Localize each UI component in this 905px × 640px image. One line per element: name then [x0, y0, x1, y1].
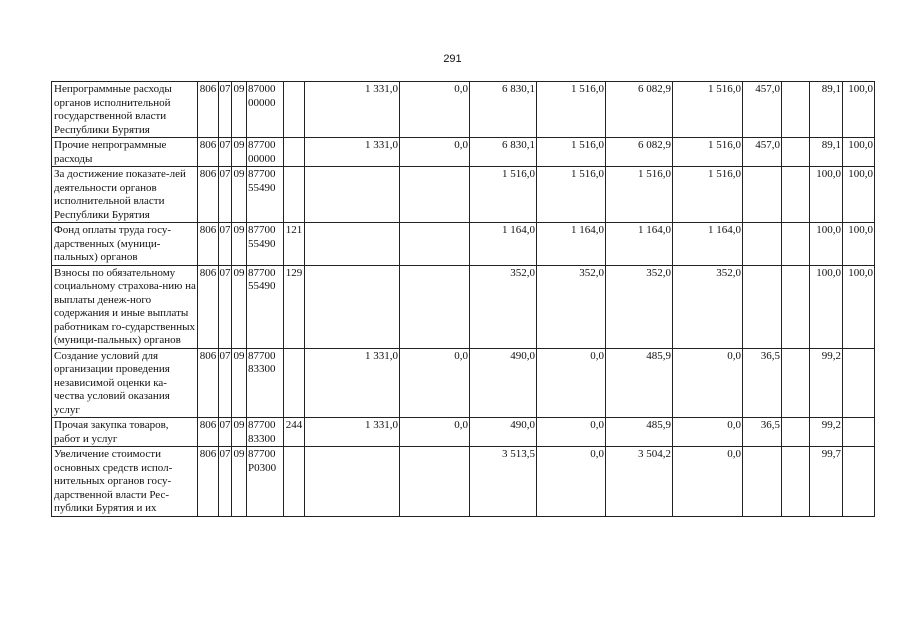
percent-cell-1: 36,5 — [743, 418, 782, 447]
subsection-code-cell: 09 — [232, 223, 247, 266]
table-row — [52, 348, 875, 418]
table-row — [52, 82, 875, 138]
value-cell-5: 1 516,0 — [606, 167, 673, 223]
section-code-cell: 07 — [219, 447, 232, 517]
value-cell-2: 0,0 — [400, 138, 470, 167]
value-cell-6: 1 516,0 — [673, 82, 743, 138]
value-cell-4: 0,0 — [537, 418, 606, 447]
percent-cell-4: 100,0 — [843, 138, 875, 167]
expense-name-cell: Создание условий для организации проведения независимой оценки ка-чества условий оказания услуг — [52, 348, 198, 418]
expense-type-cell — [284, 138, 305, 167]
target-article-part2: 55490 — [248, 181, 276, 194]
expense-type-cell: 121 — [284, 223, 305, 266]
percent-cell-3: 89,1 — [810, 82, 843, 138]
table-row — [52, 418, 875, 447]
section-code-cell: 07 — [219, 138, 232, 167]
value-cell-2: 0,0 — [400, 348, 470, 418]
subsection-code-cell: 09 — [232, 348, 247, 418]
value-cell-3: 352,0 — [470, 265, 537, 348]
target-article-part1: 87700 — [248, 224, 276, 236]
expense-type-cell — [284, 167, 305, 223]
target-article-part1: 87700 — [248, 419, 276, 431]
expense-type-cell — [284, 447, 305, 517]
subsection-code-cell: 09 — [232, 138, 247, 167]
percent-cell-1: 36,5 — [743, 348, 782, 418]
value-cell-6: 1 516,0 — [673, 138, 743, 167]
percent-cell-3: 99,2 — [810, 348, 843, 418]
subsection-code-cell: 09 — [232, 82, 247, 138]
expense-type-cell: 244 — [284, 418, 305, 447]
expense-name-cell: Прочие непрограммные расходы — [52, 138, 198, 167]
percent-cell-1: 457,0 — [743, 82, 782, 138]
target-article-part1: 87700 — [248, 139, 276, 151]
percent-cell-2 — [782, 138, 810, 167]
table-row — [52, 167, 875, 223]
value-cell-1 — [305, 447, 400, 517]
target-article-cell — [247, 447, 284, 517]
value-cell-4: 1 516,0 — [537, 167, 606, 223]
target-article-part2: 55490 — [248, 237, 276, 250]
target-article-part1: 87000 — [248, 83, 276, 95]
percent-cell-4 — [843, 447, 875, 517]
value-cell-4: 1 516,0 — [537, 138, 606, 167]
expense-type-cell — [284, 82, 305, 138]
section-code-cell: 07 — [219, 348, 232, 418]
percent-cell-4: 100,0 — [843, 265, 875, 348]
table-row — [52, 223, 875, 266]
percent-cell-3: 99,2 — [810, 418, 843, 447]
target-article-part1: 87700 — [248, 168, 276, 180]
percent-cell-4: 100,0 — [843, 82, 875, 138]
subsection-code-cell: 09 — [232, 167, 247, 223]
percent-cell-2 — [782, 167, 810, 223]
percent-cell-4: 100,0 — [843, 223, 875, 266]
grbs-code-cell: 806 — [198, 418, 219, 447]
value-cell-1 — [305, 167, 400, 223]
value-cell-1: 1 331,0 — [305, 348, 400, 418]
value-cell-5: 485,9 — [606, 418, 673, 447]
percent-cell-2 — [782, 265, 810, 348]
value-cell-4: 352,0 — [537, 265, 606, 348]
value-cell-2 — [400, 167, 470, 223]
value-cell-6: 0,0 — [673, 418, 743, 447]
percent-cell-2 — [782, 418, 810, 447]
value-cell-1 — [305, 223, 400, 266]
expense-name-cell: Увеличение стоимости основных средств испол-нительных органов госу-дарственной власти Рес-публики Бурятия и их — [52, 447, 198, 517]
section-code-cell: 07 — [219, 82, 232, 138]
value-cell-6: 1 516,0 — [673, 167, 743, 223]
expense-name-cell: За достижение показате-лей деятельности органов исполнительной власти Республики Бурятия — [52, 167, 198, 223]
section-code-cell: 07 — [219, 265, 232, 348]
target-article-cell — [247, 223, 284, 266]
target-article-part1: 87700 — [248, 266, 276, 279]
value-cell-2: 0,0 — [400, 82, 470, 138]
value-cell-3: 6 830,1 — [470, 138, 537, 167]
value-cell-1 — [305, 265, 400, 348]
percent-cell-3: 100,0 — [810, 265, 843, 348]
percent-cell-2 — [782, 223, 810, 266]
target-article-cell — [247, 348, 284, 418]
target-article-part2: 00000 — [248, 96, 276, 109]
grbs-code-cell: 806 — [198, 82, 219, 138]
table-row — [52, 265, 875, 348]
target-article-part2: Р0300 — [248, 461, 277, 474]
section-code-cell: 07 — [219, 223, 232, 266]
expense-name-cell: Непрограммные расходы органов исполнительной государственной власти Республики Бурятия — [52, 82, 198, 138]
value-cell-3: 6 830,1 — [470, 82, 537, 138]
percent-cell-2 — [782, 82, 810, 138]
percent-cell-1: 457,0 — [743, 138, 782, 167]
value-cell-4: 0,0 — [537, 447, 606, 517]
value-cell-6: 352,0 — [673, 265, 743, 348]
percent-cell-3: 89,1 — [810, 138, 843, 167]
grbs-code-cell: 806 — [198, 447, 219, 517]
page-number: 291 — [443, 53, 462, 65]
value-cell-3: 3 513,5 — [470, 447, 537, 517]
target-article-part2: 83300 — [248, 363, 276, 375]
value-cell-2 — [400, 223, 470, 266]
grbs-code-cell: 806 — [198, 265, 219, 348]
value-cell-2 — [400, 265, 470, 348]
value-cell-2: 0,0 — [400, 418, 470, 447]
target-article-part1: 87700 — [248, 448, 276, 460]
value-cell-5: 6 082,9 — [606, 82, 673, 138]
expense-name-cell: Взносы по обязательному социальному страхова-нию на выплаты денеж-ного содержания и иные выплаты работникам го-сударственных (муници-пальных) органов — [52, 265, 198, 348]
percent-cell-4: 100,0 — [843, 167, 875, 223]
value-cell-1: 1 331,0 — [305, 138, 400, 167]
value-cell-6: 0,0 — [673, 348, 743, 418]
target-article-cell — [247, 82, 284, 138]
value-cell-5: 485,9 — [606, 348, 673, 418]
value-cell-5: 3 504,2 — [606, 447, 673, 517]
value-cell-5: 1 164,0 — [606, 223, 673, 266]
target-article-cell — [247, 418, 284, 447]
section-code-cell: 07 — [219, 167, 232, 223]
value-cell-5: 352,0 — [606, 265, 673, 348]
value-cell-3: 1 516,0 — [470, 167, 537, 223]
expense-name-cell: Прочая закупка товаров, работ и услуг — [52, 418, 198, 447]
target-article-cell — [247, 138, 284, 167]
target-article-part1: 87700 — [248, 349, 276, 362]
percent-cell-4 — [843, 418, 875, 447]
percent-cell-1 — [743, 167, 782, 223]
table-row — [52, 138, 875, 167]
value-cell-3: 490,0 — [470, 348, 537, 418]
value-cell-5: 6 082,9 — [606, 138, 673, 167]
percent-cell-3: 99,7 — [810, 447, 843, 517]
value-cell-1: 1 331,0 — [305, 82, 400, 138]
value-cell-6: 0,0 — [673, 447, 743, 517]
subsection-code-cell: 09 — [232, 418, 247, 447]
value-cell-6: 1 164,0 — [673, 223, 743, 266]
value-cell-4: 1 516,0 — [537, 82, 606, 138]
section-code-cell: 07 — [219, 418, 232, 447]
grbs-code-cell: 806 — [198, 138, 219, 167]
value-cell-2 — [400, 447, 470, 517]
expense-type-cell: 129 — [284, 265, 305, 348]
grbs-code-cell: 806 — [198, 223, 219, 266]
value-cell-4: 0,0 — [537, 348, 606, 418]
grbs-code-cell: 806 — [198, 167, 219, 223]
expense-type-cell — [284, 348, 305, 418]
percent-cell-2 — [782, 447, 810, 517]
value-cell-3: 490,0 — [470, 418, 537, 447]
percent-cell-1 — [743, 265, 782, 348]
percent-cell-3: 100,0 — [810, 167, 843, 223]
grbs-code-cell: 806 — [198, 348, 219, 418]
subsection-code-cell: 09 — [232, 447, 247, 517]
subsection-code-cell: 09 — [232, 265, 247, 348]
percent-cell-3: 100,0 — [810, 223, 843, 266]
percent-cell-1 — [743, 447, 782, 517]
value-cell-4: 1 164,0 — [537, 223, 606, 266]
budget-table — [51, 81, 875, 517]
value-cell-3: 1 164,0 — [470, 223, 537, 266]
target-article-cell — [247, 265, 284, 348]
target-article-cell — [247, 167, 284, 223]
value-cell-1: 1 331,0 — [305, 418, 400, 447]
expense-name-cell: Фонд оплаты труда госу-дарственных (муници-пальных) органов — [52, 223, 198, 266]
target-article-part2: 00000 — [248, 152, 276, 165]
target-article-part2: 83300 — [248, 432, 276, 445]
percent-cell-1 — [743, 223, 782, 266]
target-article-part2: 55490 — [248, 280, 276, 292]
table-row — [52, 447, 875, 517]
percent-cell-2 — [782, 348, 810, 418]
percent-cell-4 — [843, 348, 875, 418]
